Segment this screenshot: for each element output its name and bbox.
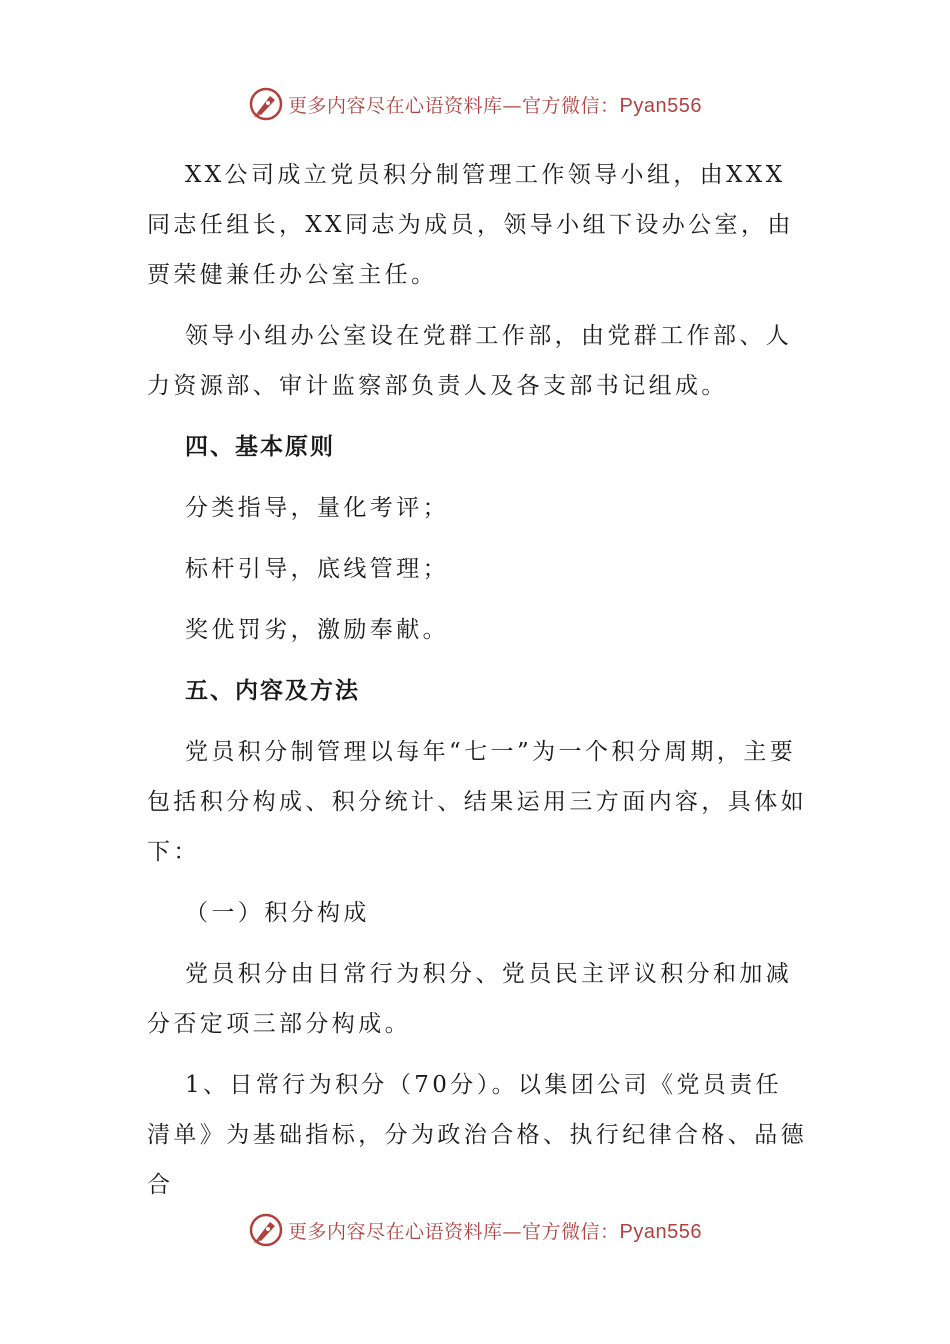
paragraph: 分类指导，量化考评； [185,495,449,521]
paragraph: 党员积分制管理以每年“七一”为一个积分周期，主要包括积分构成、积分统计、结果运用三方面内容，具体如下： [147,739,807,865]
wechat-id: Pyan556 [619,94,702,117]
pen-nib-logo-icon [248,86,284,122]
banner-text: 更多内容尽在心语资料库—官方微信：Pyan556 [288,94,702,117]
footer-banner [0,1208,950,1252]
paragraph: 奖优罚劣，激励奉献。 [185,617,449,643]
pen-nib-logo-icon [248,1212,284,1248]
wechat-id: Pyan556 [619,1220,702,1243]
document-body [147,150,807,1221]
paragraph: 标杆引导，底线管理； [185,556,449,582]
section-heading: 五、内容及方法 [185,677,360,704]
section-heading: 四、基本原则 [185,433,335,460]
paragraph: XX公司成立党员积分制管理工作领导小组，由XXX同志任组长，XX同志为成员，领导小组下设办公室，由贾荣健兼任办公室主任。 [147,162,794,288]
header-banner [0,82,950,126]
paragraph: 1、日常行为积分（70分）。以集团公司《党员责任清单》为基础指标，分为政治合格、执行纪律合格、品德合 [147,1072,807,1198]
paragraph: 党员积分由日常行为积分、党员民主评议积分和加减分否定项三部分构成。 [147,961,793,1037]
paragraph: 领导小组办公室设在党群工作部，由党群工作部、人力资源部、审计监察部负责人及各支部书记组成。 [147,323,793,399]
banner-text: 更多内容尽在心语资料库—官方微信：Pyan556 [288,1220,702,1243]
subsection-heading: （一）积分构成 [185,900,370,926]
